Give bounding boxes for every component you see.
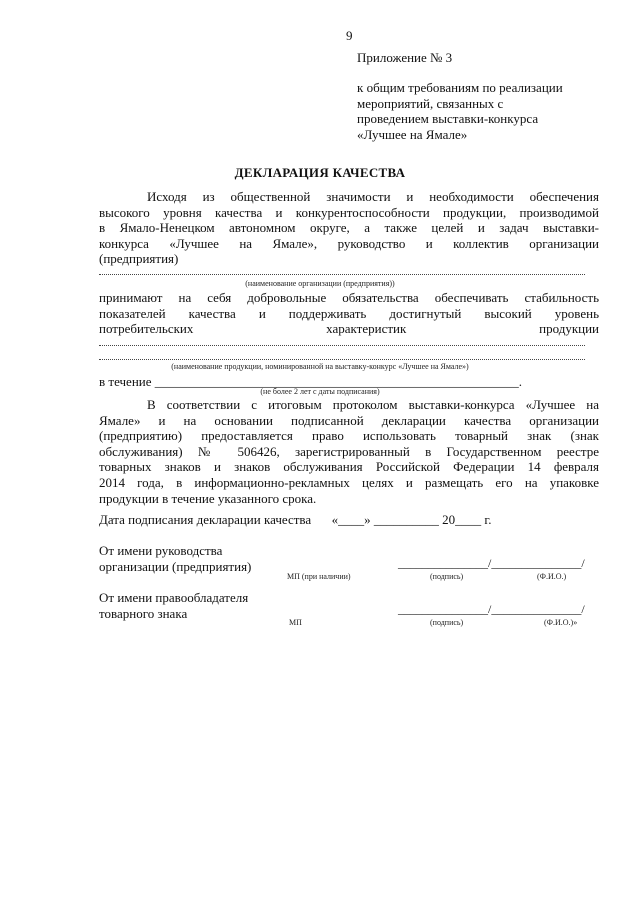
management-label-line: От имени руководства [99,543,223,558]
intro-line: высокого уровня качества и конкурентоспособности продукции, производимой [99,204,599,220]
product-name-line [99,345,585,346]
rights-holder-label [99,590,248,621]
intro-paragraph [99,189,599,267]
intro-line: в Ямало-Ненецком автономном округе, а также целей и задач выставки- [99,220,599,236]
conclusion-paragraph [99,397,599,506]
document-heading: ДЕКЛАРАЦИЯ КАЧЕСТВА [234,165,406,180]
product-name-caption: (наименование продукции, номинированной на выставку-конкурс «Лучшее на Ямале») [171,362,469,371]
rights-holder-seal-label: МП [289,618,302,627]
page-number: 9 [346,28,353,43]
conclusion-line: Ямале» и на основании подписанной декларации качества организации [99,412,599,428]
conclusion-line: обслуживания) № 506426, зарегистрированный в Государственном реестре [99,443,599,459]
during-label: в течение [99,374,152,389]
rights-holder-signature-caption: (подпись) [430,618,464,627]
rights-holder-name-caption: (Ф.И.О.)» [544,618,578,627]
appendix-line: «Лучшее на Ямале» [357,126,468,142]
management-signature-line: _______________/_______________/ [398,556,585,570]
conclusion-line: товарных знаков и знаков обслуживания Российской Федерации 14 февраля [99,459,599,475]
commitment-line: показателей качества и поддерживать достигнутый высокий уровень [99,305,599,321]
signing-date-day: «____» [331,512,371,527]
appendix-block [357,80,617,142]
appendix-line: к общим требованиям по реализации [357,80,563,95]
conclusion-line: 2014 года, в информационно-рекламных целях и размещать его на упаковке [99,474,599,490]
signing-date-year: 20____ г. [442,512,492,527]
rights-holder-label-line: товарного знака [99,605,188,621]
management-seal-label: МП (при наличии) [287,572,351,581]
conclusion-line: В соответствии с итоговым протоколом выставки-конкурса «Лучшее на [147,397,599,412]
management-label [99,543,251,574]
signing-date-month: __________ [373,512,439,527]
during-end: . [518,374,523,389]
signing-date-row [99,512,492,528]
conclusion-line: продукции в течение указанного срока. [99,490,317,506]
commitment-paragraph [99,290,599,337]
appendix-line: мероприятий, связанных с [357,95,504,111]
product-name-line [99,359,585,360]
signing-date-label: Дата подписания декларации качества [99,512,312,527]
intro-line: Исходя из общественной значимости и необходимости обеспечения [147,189,599,204]
commitment-line: потребительских характеристик продукции [99,321,599,337]
intro-line: конкурса «Лучшее на Ямале», руководство и коллектив организации [99,235,599,251]
commitment-line: принимают на себя добровольные обязательства обеспечивать стабильность [99,290,599,305]
during-caption: (не более 2 лет с даты подписания) [260,387,380,396]
appendix-title: Приложение № 3 [357,50,453,65]
conclusion-line: (предприятию) предоставляется право использовать товарный знак (знак [99,428,599,444]
org-name-caption: (наименование организации (предприятия)) [245,279,395,288]
management-name-caption: (Ф.И.О.) [537,572,567,581]
management-signature-caption: (подпись) [430,572,464,581]
rights-holder-label-line: От имени правообладателя [99,590,249,605]
appendix-line: проведением выставки-конкурса [357,111,539,126]
org-name-line [99,274,585,275]
rights-holder-signature-line: _______________/_______________/ [398,602,585,616]
management-label-line: организации (предприятия) [99,558,252,574]
during-blank: ________________________________________________________ [154,374,519,389]
intro-line: (предприятия) [99,251,179,267]
